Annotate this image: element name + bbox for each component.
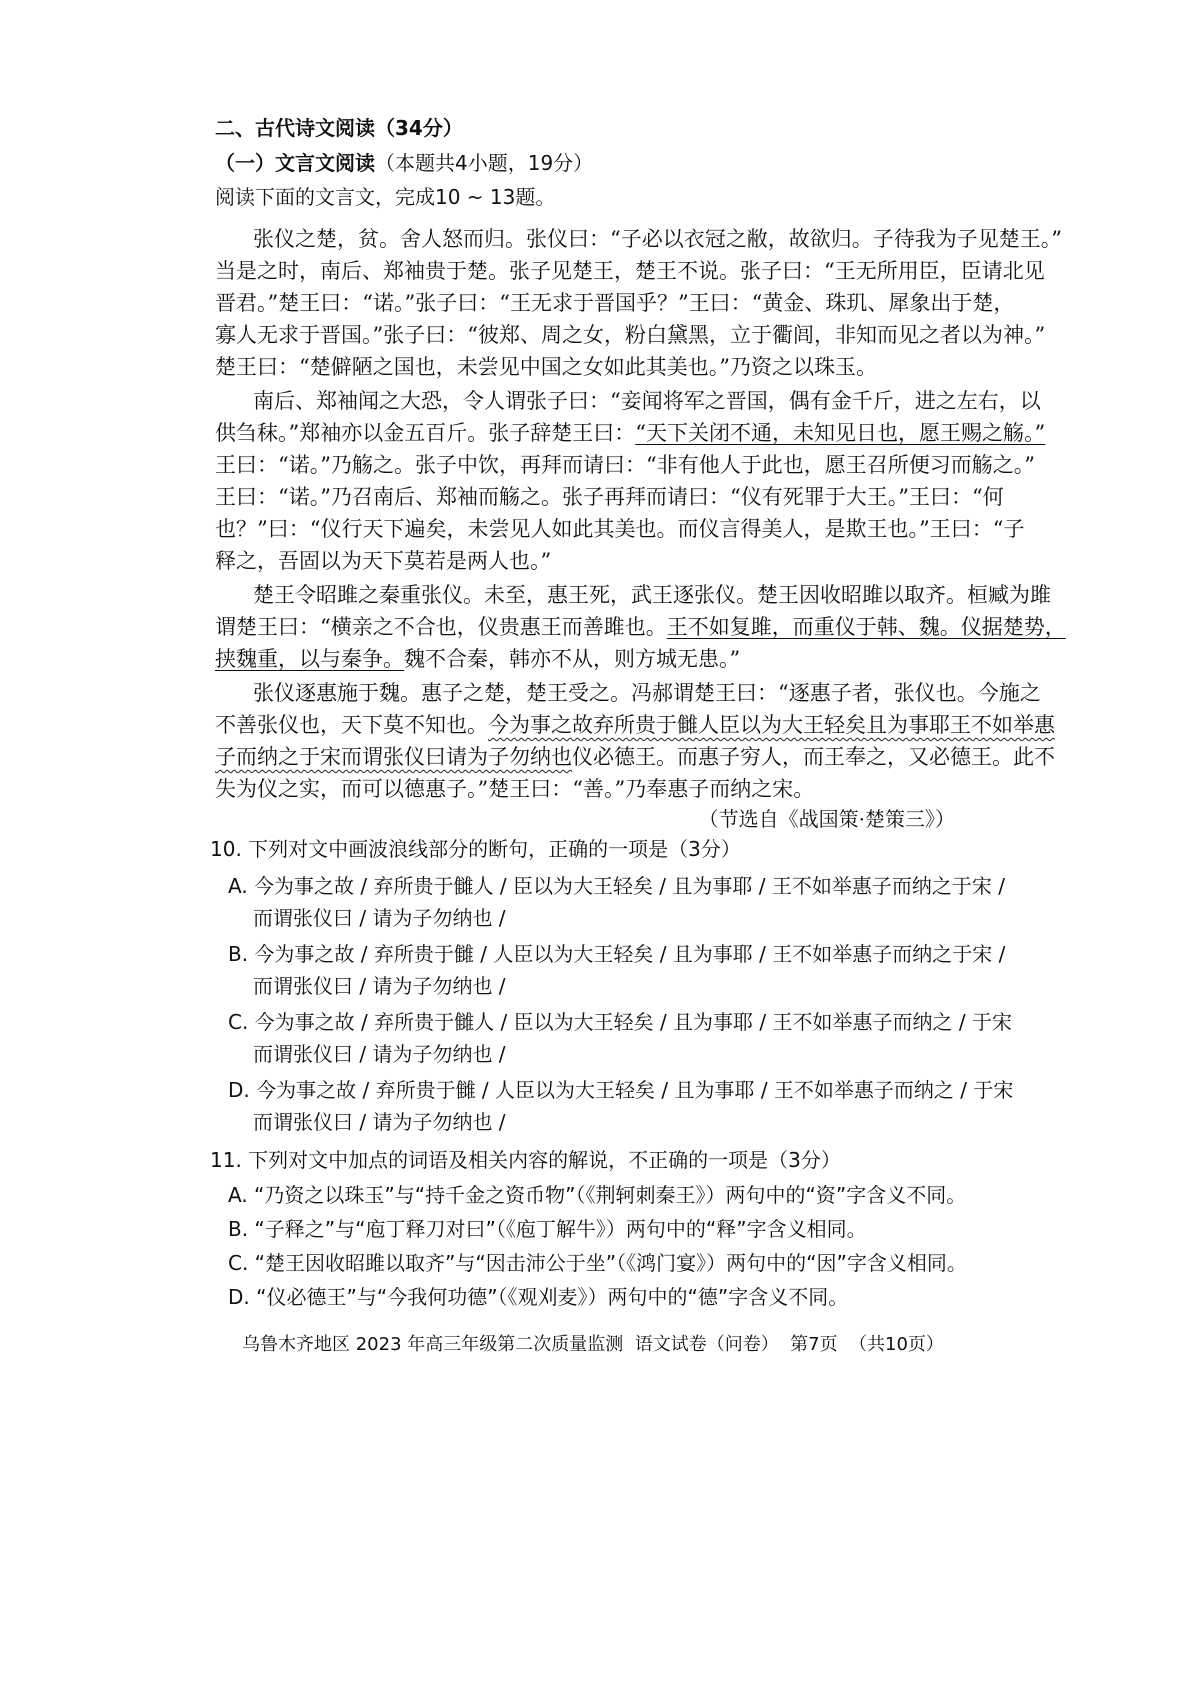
passage-p1-line: 楚王曰：“楚僻陋之国也，未尝见中国之女如此其美也。”乃资之以珠玉。 xyxy=(215,355,877,379)
q10-option-c: C. 今为事之故 / 弃所贵于雠人 / 臣以为大王轻矣 / 且为事耶 / 王不如举惠子而纳之 / 于宋 xyxy=(228,1010,1012,1034)
passage-p1-line: 寡人无求于晋国。”张子曰：“彼郑、周之女，粉白黛黑，立于衢闾，非知而见之者以为神。” xyxy=(215,323,1046,347)
subsection-title: （一）文言文阅读 xyxy=(215,151,375,175)
underlined-sentence: “天下关闭不通，未知见日也，愿王赐之觞。” xyxy=(635,421,1046,445)
section-title: 二、古代诗文阅读（34分） xyxy=(215,116,463,140)
passage-p2-line: 也？”曰：“仪行天下遍矣，未尝见人如此其美也。而仪言得美人，是欺王也。”王曰：“子 xyxy=(215,517,1025,541)
wavy-underlined-text: 子而纳之于宋而谓张仪曰请为子勿纳也 xyxy=(215,745,572,769)
passage-p2-line xyxy=(215,418,1045,448)
passage-p3-line xyxy=(215,612,1066,642)
passage-text: 魏不合秦，韩亦不从，则方城无患。” xyxy=(404,647,741,671)
passage-p4-line: 张仪逐惠施于魏。惠子之楚，楚王受之。冯郝谓楚王曰：“逐惠子者，张仪也。今施之 xyxy=(253,681,1041,705)
page-footer: 乌鲁木齐地区 2023 年高三年级第二次质量监测 语文试卷（问卷） 第7页 （共10页） xyxy=(242,1334,944,1355)
q10-option-d: D. 今为事之故 / 弃所贵于雠 / 人臣以为大王轻矣 / 且为事耶 / 王不如举惠子而纳之 / 于宋 xyxy=(228,1078,1014,1102)
passage-p1-line: 张仪之楚，贫。舍人怒而归。张仪曰：“子必以衣冠之敝，故欲归。子待我为子见楚王。” xyxy=(253,227,1062,251)
subsection-heading xyxy=(215,148,593,178)
q10-option-b: B. 今为事之故 / 弃所贵于雠 / 人臣以为大王轻矣 / 且为事耶 / 王不如举惠子而纳之于宋 / xyxy=(228,942,1006,966)
passage-p3-line: 楚王令昭雎之秦重张仪。未至，惠王死，武王逐张仪。楚王因收昭雎以取齐。桓臧为雎 xyxy=(253,583,1051,607)
q10-stem: 10. 下列对文中画波浪线部分的断句，正确的一项是（3分） xyxy=(210,837,741,861)
underlined-sentence: 王不如复雎，而重仪于韩、魏。仪据楚势， xyxy=(666,615,1066,639)
passage-p4-line: 失为仪之实，而可以德惠子。”楚王曰：“善。”乃奉惠子而纳之宋。 xyxy=(215,777,815,801)
q11-option-b: B. “子释之”与“庖丁释刀对曰”（《庖丁解牛》）两句中的“释”字含义相同。 xyxy=(228,1217,867,1241)
passage-p4-line xyxy=(215,710,1055,740)
passage-text: 仪必德王。而惠子穷人，而王奉之，又必德王。此不 xyxy=(572,745,1055,769)
instruction: 阅读下面的文言文，完成10 ~ 13题。 xyxy=(215,185,556,209)
q11-option-d: D. “仪必德王”与“今我何功德”（《观刈麦》）两句中的“德”字含义不同。 xyxy=(228,1285,849,1309)
passage-source: （节选自《战国策·楚策三》） xyxy=(698,807,955,831)
q10-option-b-cont: 而谓张仪曰 / 请为子勿纳也 / xyxy=(253,974,506,998)
passage-p3-line xyxy=(215,644,740,674)
q11-option-c: C. “楚王因收昭雎以取齐”与“因击沛公于坐”（《鸿门宴》）两句中的“因”字含义相同。 xyxy=(228,1251,967,1275)
underlined-sentence: 挟魏重，以与秦争。 xyxy=(215,647,404,671)
wavy-underlined-text: 今为事之故弃所贵于雠人臣以为大王轻矣且为事耶王不如举惠 xyxy=(488,713,1055,737)
passage-p2-line: 南后、郑袖闻之大恐，令人谓张子曰：“妾闻将军之晋国，偶有金千斤，进之左右，以 xyxy=(253,389,1041,413)
passage-p2-line: 王曰：“诺。”乃召南后、郑袖而觞之。张子再拜而请曰：“仪有死罪于大王。”王曰：“何 xyxy=(215,485,1004,509)
q10-option-a-cont: 而谓张仪曰 / 请为子勿纳也 / xyxy=(253,906,506,930)
q10-option-c-cont: 而谓张仪曰 / 请为子勿纳也 / xyxy=(253,1042,506,1066)
passage-text: 供刍秣。”郑袖亦以金五百斤。张子辞楚王曰： xyxy=(215,421,636,445)
passage-text: 不善张仪也，天下莫不知也。 xyxy=(215,713,488,737)
subsection-note: （本题共4小题，19分） xyxy=(375,151,594,175)
passage-p1-line: 当是之时，南后、郑袖贵于楚。张子见楚王，楚王不说。张子曰：“王无所用臣，臣请北见 xyxy=(215,259,1045,283)
passage-p4-line xyxy=(215,742,1055,772)
q10-option-a: A. 今为事之故 / 弃所贵于雠人 / 臣以为大王轻矣 / 且为事耶 / 王不如举惠子而纳之于宋 / xyxy=(228,874,1005,898)
q11-option-a: A. “乃资之以珠玉”与“持千金之资币物”（《荆轲刺秦王》）两句中的“资”字含义不同。 xyxy=(228,1183,967,1207)
q10-option-d-cont: 而谓张仪曰 / 请为子勿纳也 / xyxy=(253,1110,506,1134)
passage-p2-line: 王曰：“诺。”乃觞之。张子中饮，再拜而请曰：“非有他人于此也，愿王召所便习而觞之。” xyxy=(215,453,1035,477)
q11-stem: 11. 下列对文中加点的词语及相关内容的解说，不正确的一项是（3分） xyxy=(210,1148,841,1172)
passage-p1-line: 晋君。”楚王曰：“诺。”张子曰：“王无求于晋国乎？”王曰：“黄金、珠玑、犀象出于楚， xyxy=(215,291,1015,315)
passage-p2-line: 释之，吾固以为天下莫若是两人也。” xyxy=(215,549,552,573)
passage-text: 谓楚王曰：“横亲之不合也，仪贵惠王而善雎也。 xyxy=(215,615,667,639)
